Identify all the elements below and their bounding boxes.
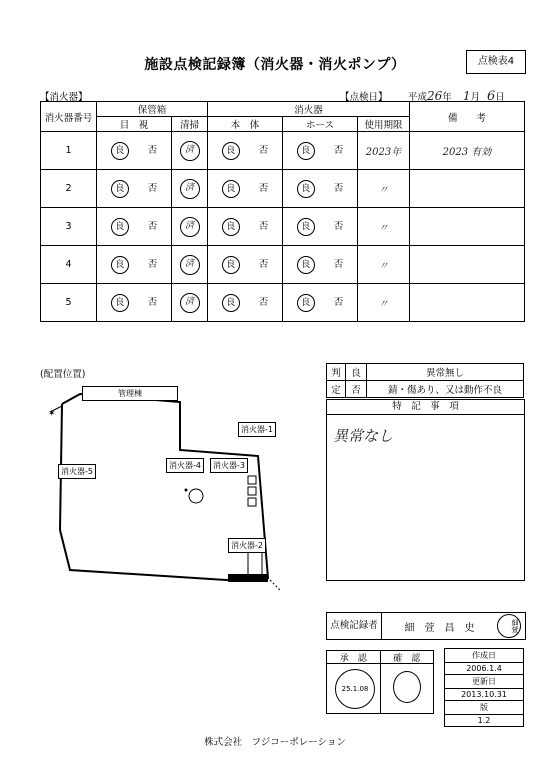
- col-body: 本 体: [208, 117, 283, 132]
- expiry-cell: 〃: [358, 170, 410, 208]
- hose-good-mark: 良: [297, 294, 315, 312]
- judgement-legend: [326, 363, 524, 398]
- cleaned-mark: 済: [180, 217, 200, 237]
- visual-check: [97, 246, 172, 284]
- layout-plan: [40, 380, 300, 590]
- table-row: [41, 170, 525, 208]
- section-label: 【消火器】: [40, 92, 88, 103]
- hose-good-mark: 良: [297, 218, 315, 236]
- table-row: [41, 246, 525, 284]
- extinguisher-1-label: 消火器-1: [238, 422, 276, 437]
- hose-check: [283, 246, 358, 284]
- clean-check: [172, 170, 208, 208]
- good-char: 良: [346, 364, 367, 381]
- version-label: 版: [445, 701, 524, 715]
- pump-circle: [189, 489, 203, 503]
- row-number: 3: [41, 208, 97, 246]
- date-day: 6: [487, 89, 496, 104]
- note-cell: [410, 208, 525, 246]
- visual-bad-text: 否: [147, 182, 158, 194]
- extinguisher-2-label: 消火器-2: [228, 538, 266, 553]
- dashed-edge: [270, 580, 290, 590]
- cleaned-mark: 済: [180, 293, 200, 313]
- clean-check: [172, 284, 208, 322]
- body-good-mark: 良: [222, 256, 240, 274]
- updated-date: 2013.10.31: [445, 689, 524, 701]
- col-limit: 使用期限: [358, 117, 410, 132]
- recorder-seal: 細萱: [497, 614, 521, 638]
- col-number: 消火器番号: [41, 102, 97, 132]
- updated-label: 更新日: [445, 675, 524, 689]
- expiry-cell: 〃: [358, 284, 410, 322]
- note-cell: [410, 246, 525, 284]
- visual-check: [97, 170, 172, 208]
- form-number: 点検表4: [466, 50, 526, 74]
- extinguisher-4-label: 消火器-4: [166, 458, 204, 473]
- extinguisher-5-label: 消火器-5: [58, 464, 96, 479]
- bad-desc: 錆・傷あり、又は動作不良: [367, 381, 524, 398]
- approval-stamp: 25.1.08: [335, 669, 375, 709]
- plan-title: (配置位置): [40, 369, 86, 380]
- special-notes-title: 特 記 事 項: [327, 400, 524, 415]
- expiry-cell: 2023年: [358, 132, 410, 170]
- hose-check: [283, 170, 358, 208]
- building-label: 管理棟: [82, 386, 178, 401]
- row-number: 1: [41, 132, 97, 170]
- body-good-mark: 良: [222, 180, 240, 198]
- hose-bad-text: 否: [333, 144, 344, 156]
- extinguisher-4-marker: [185, 489, 188, 492]
- body-bad-text: 否: [258, 296, 269, 308]
- approve-label: 承 認: [327, 651, 381, 663]
- cleaned-mark: 済: [180, 141, 200, 161]
- approval-box: [326, 650, 434, 714]
- date-month-unit: 月: [470, 92, 480, 103]
- body-good-mark: 良: [222, 218, 240, 236]
- body-bad-text: 否: [258, 220, 269, 232]
- group-storage: 保管箱: [97, 102, 208, 117]
- hose-check: [283, 208, 358, 246]
- revision-table: [444, 648, 524, 727]
- col-clean: 清掃: [172, 117, 208, 132]
- recorder-name: 細 萱 昌 史: [404, 622, 475, 634]
- visual-good-mark: 良: [111, 256, 129, 274]
- visual-bad-text: 否: [147, 220, 158, 232]
- clean-check: [172, 132, 208, 170]
- visual-bad-text: 否: [147, 258, 158, 270]
- expiry-cell: 〃: [358, 208, 410, 246]
- company-name: 株式会社 フジコーポレーション: [204, 737, 346, 748]
- visual-check: [97, 132, 172, 170]
- table-row: [41, 208, 525, 246]
- hose-bad-text: 否: [333, 296, 344, 308]
- body-bad-text: 否: [258, 258, 269, 270]
- date-year: 26: [427, 89, 443, 103]
- hose-check: [283, 284, 358, 322]
- hose-bad-text: 否: [333, 258, 344, 270]
- confirm-stamp: [393, 671, 421, 703]
- box-1: [248, 476, 256, 484]
- date-month: 1: [462, 89, 471, 103]
- bad-char: 否: [346, 381, 367, 398]
- page-title: 施設点検記録簿（消火器・消火ポンプ）: [144, 57, 406, 73]
- extinguisher-3-label: 消火器-3: [210, 458, 248, 473]
- col-notes: 備 考: [410, 102, 525, 132]
- box-2: [248, 487, 256, 495]
- hose-good-mark: 良: [297, 180, 315, 198]
- note-cell: [410, 284, 525, 322]
- visual-good-mark: 良: [111, 294, 129, 312]
- visual-check: [97, 208, 172, 246]
- recorder-row: [326, 612, 526, 640]
- body-check: [208, 208, 283, 246]
- hose-check: [283, 132, 358, 170]
- confirm-label: 確 認: [393, 654, 421, 664]
- table-row: [41, 284, 525, 322]
- expiry-cell: 〃: [358, 246, 410, 284]
- visual-good-mark: 良: [111, 142, 129, 160]
- col-visual: 目 視: [97, 117, 172, 132]
- row-number: 4: [41, 246, 97, 284]
- plan-drawing: [40, 380, 300, 590]
- body-good-mark: 良: [222, 294, 240, 312]
- good-desc: 異常無し: [367, 364, 524, 381]
- cleaned-mark: 済: [180, 255, 200, 275]
- hose-good-mark: 良: [297, 142, 315, 160]
- north-arrow-icon: ✶: [48, 409, 56, 419]
- hose-good-mark: 良: [297, 256, 315, 274]
- visual-check: [97, 284, 172, 322]
- recorder-label: 点検記録者: [327, 613, 382, 639]
- note-cell: [410, 170, 525, 208]
- row-number: 5: [41, 284, 97, 322]
- note-cell: 2023 有効: [410, 132, 525, 170]
- special-notes-box: [326, 399, 525, 581]
- visual-bad-text: 否: [147, 296, 158, 308]
- clean-check: [172, 208, 208, 246]
- date-era: 平成: [408, 92, 428, 103]
- date-label: 【点検日】: [340, 92, 388, 103]
- extinguisher-table: [40, 101, 525, 322]
- date-day-unit: 日: [495, 92, 505, 103]
- created-label: 作成日: [445, 649, 524, 663]
- hose-bad-text: 否: [333, 220, 344, 232]
- visual-bad-text: 否: [147, 144, 158, 156]
- table-row: [41, 132, 525, 170]
- body-check: [208, 284, 283, 322]
- created-date: 2006.1.4: [445, 663, 524, 675]
- box-3: [248, 498, 256, 506]
- visual-good-mark: 良: [111, 180, 129, 198]
- group-extinguisher: 消火器: [208, 102, 410, 117]
- body-bad-text: 否: [258, 182, 269, 194]
- visual-good-mark: 良: [111, 218, 129, 236]
- special-notes-content: 異常なし: [333, 427, 394, 445]
- body-bad-text: 否: [258, 144, 269, 156]
- body-check: [208, 170, 283, 208]
- body-good-mark: 良: [222, 142, 240, 160]
- version-number: 1.2: [445, 715, 524, 727]
- hose-bad-text: 否: [333, 182, 344, 194]
- col-hose: ホース: [283, 117, 358, 132]
- body-check: [208, 246, 283, 284]
- date-year-unit: 年: [442, 92, 452, 103]
- body-check: [208, 132, 283, 170]
- set-char: 定: [327, 381, 346, 398]
- row-number: 2: [41, 170, 97, 208]
- clean-check: [172, 246, 208, 284]
- cleaned-mark: 済: [180, 179, 200, 199]
- judge-char: 判: [327, 364, 346, 381]
